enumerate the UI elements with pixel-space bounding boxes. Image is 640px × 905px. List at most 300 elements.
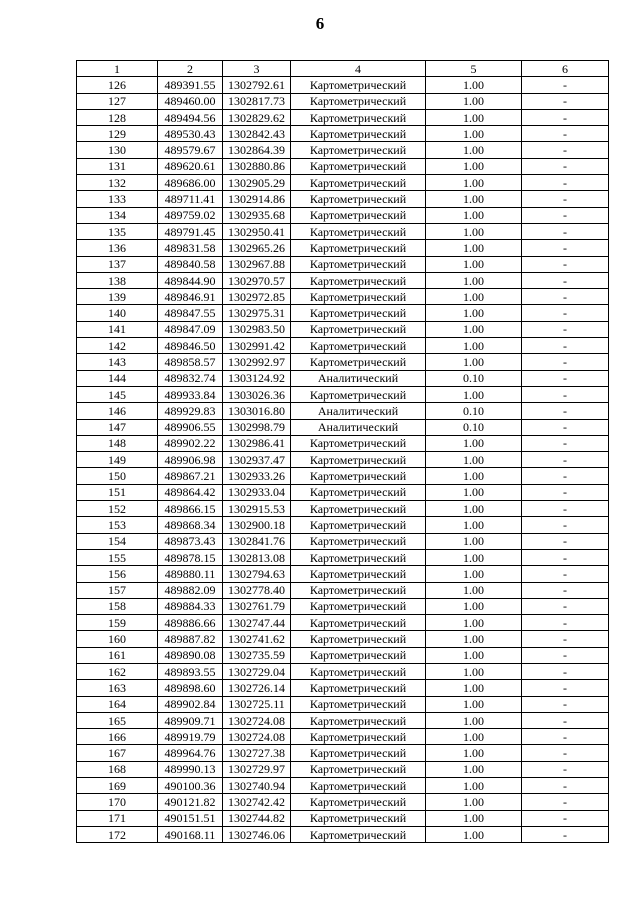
- x-coordinate-cell: 490151.51: [158, 810, 223, 826]
- y-coordinate-cell: 1302841.76: [223, 533, 291, 549]
- x-coordinate-cell: 489791.45: [158, 223, 223, 239]
- table-header-row: [77, 61, 609, 77]
- x-coordinate-cell: 489579.67: [158, 142, 223, 158]
- method-cell: Картометрический: [291, 647, 426, 663]
- point-number-cell: 160: [77, 631, 158, 647]
- accuracy-cell: 1.00: [426, 778, 522, 794]
- y-coordinate-cell: 1302998.79: [223, 419, 291, 435]
- method-cell: Картометрический: [291, 240, 426, 256]
- method-cell: Картометрический: [291, 549, 426, 565]
- accuracy-cell: 0.10: [426, 370, 522, 386]
- point-number-cell: 150: [77, 468, 158, 484]
- y-coordinate-cell: 1302965.26: [223, 240, 291, 256]
- point-number-cell: 142: [77, 338, 158, 354]
- accuracy-cell: 1.00: [426, 240, 522, 256]
- point-number-cell: 151: [77, 484, 158, 500]
- point-number-cell: 167: [77, 745, 158, 761]
- note-cell: -: [522, 729, 609, 745]
- y-coordinate-cell: 1302970.57: [223, 272, 291, 288]
- table-row: [77, 93, 609, 109]
- y-coordinate-cell: 1302991.42: [223, 338, 291, 354]
- method-cell: Картометрический: [291, 77, 426, 93]
- note-cell: -: [522, 435, 609, 451]
- y-coordinate-cell: 1302744.82: [223, 810, 291, 826]
- column-header: 1: [77, 61, 158, 77]
- accuracy-cell: 0.10: [426, 403, 522, 419]
- x-coordinate-cell: 489964.76: [158, 745, 223, 761]
- table-row: [77, 289, 609, 305]
- note-cell: -: [522, 77, 609, 93]
- note-cell: -: [522, 582, 609, 598]
- point-number-cell: 145: [77, 386, 158, 402]
- accuracy-cell: 1.00: [426, 468, 522, 484]
- table-row: [77, 598, 609, 614]
- table-row: [77, 745, 609, 761]
- accuracy-cell: 1.00: [426, 794, 522, 810]
- accuracy-cell: 1.00: [426, 289, 522, 305]
- accuracy-cell: 1.00: [426, 207, 522, 223]
- method-cell: Картометрический: [291, 712, 426, 728]
- note-cell: -: [522, 272, 609, 288]
- table-row: [77, 663, 609, 679]
- point-number-cell: 130: [77, 142, 158, 158]
- point-number-cell: 127: [77, 93, 158, 109]
- x-coordinate-cell: 489909.71: [158, 712, 223, 728]
- method-cell: Картометрический: [291, 468, 426, 484]
- column-header: 4: [291, 61, 426, 77]
- x-coordinate-cell: 490168.11: [158, 826, 223, 842]
- method-cell: Картометрический: [291, 631, 426, 647]
- accuracy-cell: 1.00: [426, 663, 522, 679]
- point-number-cell: 132: [77, 175, 158, 191]
- method-cell: Картометрический: [291, 109, 426, 125]
- table-row: [77, 452, 609, 468]
- x-coordinate-cell: 489886.66: [158, 615, 223, 631]
- y-coordinate-cell: 1302741.62: [223, 631, 291, 647]
- note-cell: -: [522, 93, 609, 109]
- method-cell: Аналитический: [291, 419, 426, 435]
- method-cell: Картометрический: [291, 338, 426, 354]
- y-coordinate-cell: 1302933.26: [223, 468, 291, 484]
- method-cell: Картометрический: [291, 761, 426, 777]
- note-cell: -: [522, 680, 609, 696]
- method-cell: Картометрический: [291, 321, 426, 337]
- point-number-cell: 136: [77, 240, 158, 256]
- x-coordinate-cell: 489878.15: [158, 549, 223, 565]
- column-header: 3: [223, 61, 291, 77]
- accuracy-cell: 1.00: [426, 712, 522, 728]
- point-number-cell: 147: [77, 419, 158, 435]
- accuracy-cell: 1.00: [426, 272, 522, 288]
- x-coordinate-cell: 489686.00: [158, 175, 223, 191]
- x-coordinate-cell: 489832.74: [158, 370, 223, 386]
- x-coordinate-cell: 490100.36: [158, 778, 223, 794]
- point-number-cell: 169: [77, 778, 158, 794]
- point-number-cell: 158: [77, 598, 158, 614]
- point-number-cell: 161: [77, 647, 158, 663]
- table-row: [77, 468, 609, 484]
- point-number-cell: 170: [77, 794, 158, 810]
- note-cell: -: [522, 663, 609, 679]
- x-coordinate-cell: 489844.90: [158, 272, 223, 288]
- point-number-cell: 171: [77, 810, 158, 826]
- table-row: [77, 631, 609, 647]
- y-coordinate-cell: 1302914.86: [223, 191, 291, 207]
- x-coordinate-cell: 489831.58: [158, 240, 223, 256]
- table-row: [77, 142, 609, 158]
- note-cell: -: [522, 403, 609, 419]
- point-number-cell: 152: [77, 501, 158, 517]
- x-coordinate-cell: 489620.61: [158, 158, 223, 174]
- method-cell: Картометрический: [291, 305, 426, 321]
- method-cell: Картометрический: [291, 794, 426, 810]
- point-number-cell: 135: [77, 223, 158, 239]
- accuracy-cell: 1.00: [426, 354, 522, 370]
- point-number-cell: 137: [77, 256, 158, 272]
- accuracy-cell: 1.00: [426, 696, 522, 712]
- method-cell: Картометрический: [291, 386, 426, 402]
- table-row: [77, 126, 609, 142]
- accuracy-cell: 1.00: [426, 126, 522, 142]
- point-number-cell: 143: [77, 354, 158, 370]
- accuracy-cell: 1.00: [426, 810, 522, 826]
- note-cell: -: [522, 566, 609, 582]
- point-number-cell: 148: [77, 435, 158, 451]
- point-number-cell: 162: [77, 663, 158, 679]
- y-coordinate-cell: 1302829.62: [223, 109, 291, 125]
- accuracy-cell: 1.00: [426, 142, 522, 158]
- method-cell: Картометрический: [291, 289, 426, 305]
- point-number-cell: 156: [77, 566, 158, 582]
- point-number-cell: 141: [77, 321, 158, 337]
- x-coordinate-cell: 489867.21: [158, 468, 223, 484]
- x-coordinate-cell: 489391.55: [158, 77, 223, 93]
- note-cell: -: [522, 126, 609, 142]
- table-row: [77, 207, 609, 223]
- note-cell: -: [522, 158, 609, 174]
- accuracy-cell: 1.00: [426, 761, 522, 777]
- accuracy-cell: 1.00: [426, 158, 522, 174]
- table-row: [77, 826, 609, 842]
- x-coordinate-cell: 489882.09: [158, 582, 223, 598]
- table-row: [77, 680, 609, 696]
- accuracy-cell: 1.00: [426, 533, 522, 549]
- accuracy-cell: 1.00: [426, 598, 522, 614]
- y-coordinate-cell: 1302727.38: [223, 745, 291, 761]
- accuracy-cell: 1.00: [426, 77, 522, 93]
- method-cell: Картометрический: [291, 126, 426, 142]
- method-cell: Картометрический: [291, 207, 426, 223]
- x-coordinate-cell: 489906.98: [158, 452, 223, 468]
- y-coordinate-cell: 1302842.43: [223, 126, 291, 142]
- accuracy-cell: 1.00: [426, 256, 522, 272]
- y-coordinate-cell: 1302778.40: [223, 582, 291, 598]
- method-cell: Картометрический: [291, 175, 426, 191]
- note-cell: -: [522, 142, 609, 158]
- x-coordinate-cell: 489919.79: [158, 729, 223, 745]
- note-cell: -: [522, 370, 609, 386]
- point-number-cell: 133: [77, 191, 158, 207]
- point-number-cell: 134: [77, 207, 158, 223]
- point-number-cell: 146: [77, 403, 158, 419]
- accuracy-cell: 1.00: [426, 435, 522, 451]
- note-cell: -: [522, 712, 609, 728]
- x-coordinate-cell: 489906.55: [158, 419, 223, 435]
- note-cell: -: [522, 501, 609, 517]
- table-row: [77, 810, 609, 826]
- x-coordinate-cell: 489933.84: [158, 386, 223, 402]
- table-row: [77, 175, 609, 191]
- table-row: [77, 370, 609, 386]
- x-coordinate-cell: 489840.58: [158, 256, 223, 272]
- y-coordinate-cell: 1302794.63: [223, 566, 291, 582]
- point-number-cell: 149: [77, 452, 158, 468]
- y-coordinate-cell: 1302724.08: [223, 712, 291, 728]
- x-coordinate-cell: 489868.34: [158, 517, 223, 533]
- note-cell: -: [522, 615, 609, 631]
- point-number-cell: 153: [77, 517, 158, 533]
- y-coordinate-cell: 1302992.97: [223, 354, 291, 370]
- y-coordinate-cell: 1302935.68: [223, 207, 291, 223]
- accuracy-cell: 1.00: [426, 452, 522, 468]
- y-coordinate-cell: 1302729.97: [223, 761, 291, 777]
- method-cell: Картометрический: [291, 272, 426, 288]
- table-row: [77, 729, 609, 745]
- note-cell: -: [522, 256, 609, 272]
- accuracy-cell: 1.00: [426, 223, 522, 239]
- note-cell: -: [522, 598, 609, 614]
- note-cell: -: [522, 696, 609, 712]
- point-number-cell: 164: [77, 696, 158, 712]
- method-cell: Картометрический: [291, 680, 426, 696]
- x-coordinate-cell: 489893.55: [158, 663, 223, 679]
- note-cell: -: [522, 321, 609, 337]
- method-cell: Картометрический: [291, 354, 426, 370]
- note-cell: -: [522, 207, 609, 223]
- table-row: [77, 191, 609, 207]
- y-coordinate-cell: 1302864.39: [223, 142, 291, 158]
- x-coordinate-cell: 489890.08: [158, 647, 223, 663]
- x-coordinate-cell: 489864.42: [158, 484, 223, 500]
- method-cell: Картометрический: [291, 566, 426, 582]
- table-row: [77, 223, 609, 239]
- table-row: [77, 305, 609, 321]
- table-row: [77, 77, 609, 93]
- x-coordinate-cell: 489873.43: [158, 533, 223, 549]
- note-cell: -: [522, 191, 609, 207]
- point-number-cell: 128: [77, 109, 158, 125]
- table-row: [77, 582, 609, 598]
- accuracy-cell: 1.00: [426, 501, 522, 517]
- table-row: [77, 566, 609, 582]
- method-cell: Картометрический: [291, 223, 426, 239]
- accuracy-cell: 0.10: [426, 419, 522, 435]
- accuracy-cell: 1.00: [426, 305, 522, 321]
- y-coordinate-cell: 1302726.14: [223, 680, 291, 696]
- note-cell: -: [522, 810, 609, 826]
- accuracy-cell: 1.00: [426, 517, 522, 533]
- coordinates-table: [76, 60, 609, 843]
- column-header: 2: [158, 61, 223, 77]
- y-coordinate-cell: 1302905.29: [223, 175, 291, 191]
- point-number-cell: 166: [77, 729, 158, 745]
- table-row: [77, 615, 609, 631]
- note-cell: -: [522, 533, 609, 549]
- column-header: 5: [426, 61, 522, 77]
- y-coordinate-cell: 1302735.59: [223, 647, 291, 663]
- y-coordinate-cell: 1302729.04: [223, 663, 291, 679]
- note-cell: -: [522, 338, 609, 354]
- x-coordinate-cell: 489902.22: [158, 435, 223, 451]
- table-row: [77, 794, 609, 810]
- point-number-cell: 131: [77, 158, 158, 174]
- accuracy-cell: 1.00: [426, 615, 522, 631]
- y-coordinate-cell: 1302740.94: [223, 778, 291, 794]
- note-cell: -: [522, 289, 609, 305]
- note-cell: -: [522, 452, 609, 468]
- y-coordinate-cell: 1302937.47: [223, 452, 291, 468]
- point-number-cell: 140: [77, 305, 158, 321]
- x-coordinate-cell: 489530.43: [158, 126, 223, 142]
- table-row: [77, 158, 609, 174]
- y-coordinate-cell: 1302747.44: [223, 615, 291, 631]
- y-coordinate-cell: 1302746.06: [223, 826, 291, 842]
- note-cell: -: [522, 419, 609, 435]
- table-row: [77, 517, 609, 533]
- point-number-cell: 159: [77, 615, 158, 631]
- note-cell: -: [522, 305, 609, 321]
- table-row: [77, 256, 609, 272]
- table-row: [77, 501, 609, 517]
- note-cell: -: [522, 240, 609, 256]
- note-cell: -: [522, 761, 609, 777]
- x-coordinate-cell: 489866.15: [158, 501, 223, 517]
- accuracy-cell: 1.00: [426, 566, 522, 582]
- method-cell: Картометрический: [291, 435, 426, 451]
- x-coordinate-cell: 489847.55: [158, 305, 223, 321]
- table-row: [77, 549, 609, 565]
- point-number-cell: 165: [77, 712, 158, 728]
- point-number-cell: 129: [77, 126, 158, 142]
- y-coordinate-cell: 1302724.08: [223, 729, 291, 745]
- note-cell: -: [522, 778, 609, 794]
- x-coordinate-cell: 489902.84: [158, 696, 223, 712]
- point-number-cell: 154: [77, 533, 158, 549]
- accuracy-cell: 1.00: [426, 582, 522, 598]
- accuracy-cell: 1.00: [426, 647, 522, 663]
- note-cell: -: [522, 549, 609, 565]
- method-cell: Картометрический: [291, 501, 426, 517]
- note-cell: -: [522, 175, 609, 191]
- accuracy-cell: 1.00: [426, 321, 522, 337]
- method-cell: Картометрический: [291, 484, 426, 500]
- x-coordinate-cell: 489460.00: [158, 93, 223, 109]
- y-coordinate-cell: 1302983.50: [223, 321, 291, 337]
- method-cell: Картометрический: [291, 810, 426, 826]
- method-cell: Картометрический: [291, 191, 426, 207]
- x-coordinate-cell: 489898.60: [158, 680, 223, 696]
- method-cell: Картометрический: [291, 745, 426, 761]
- method-cell: Картометрический: [291, 826, 426, 842]
- y-coordinate-cell: 1302972.85: [223, 289, 291, 305]
- y-coordinate-cell: 1303016.80: [223, 403, 291, 419]
- method-cell: Картометрический: [291, 696, 426, 712]
- table-row: [77, 321, 609, 337]
- x-coordinate-cell: 489759.02: [158, 207, 223, 223]
- accuracy-cell: 1.00: [426, 745, 522, 761]
- x-coordinate-cell: 489846.50: [158, 338, 223, 354]
- point-number-cell: 157: [77, 582, 158, 598]
- y-coordinate-cell: 1302813.08: [223, 549, 291, 565]
- x-coordinate-cell: 489711.41: [158, 191, 223, 207]
- note-cell: -: [522, 468, 609, 484]
- x-coordinate-cell: 489858.57: [158, 354, 223, 370]
- method-cell: Картометрический: [291, 663, 426, 679]
- y-coordinate-cell: 1302792.61: [223, 77, 291, 93]
- table-row: [77, 533, 609, 549]
- x-coordinate-cell: 489884.33: [158, 598, 223, 614]
- accuracy-cell: 1.00: [426, 549, 522, 565]
- point-number-cell: 144: [77, 370, 158, 386]
- table-row: [77, 778, 609, 794]
- note-cell: -: [522, 484, 609, 500]
- y-coordinate-cell: 1302725.11: [223, 696, 291, 712]
- accuracy-cell: 1.00: [426, 93, 522, 109]
- x-coordinate-cell: 489494.56: [158, 109, 223, 125]
- y-coordinate-cell: 1302986.41: [223, 435, 291, 451]
- note-cell: -: [522, 223, 609, 239]
- method-cell: Картометрический: [291, 452, 426, 468]
- method-cell: Картометрический: [291, 778, 426, 794]
- y-coordinate-cell: 1302915.53: [223, 501, 291, 517]
- note-cell: -: [522, 826, 609, 842]
- method-cell: Картометрический: [291, 142, 426, 158]
- method-cell: Картометрический: [291, 517, 426, 533]
- point-number-cell: 138: [77, 272, 158, 288]
- table-row: [77, 354, 609, 370]
- accuracy-cell: 1.00: [426, 338, 522, 354]
- page-number: 6: [315, 14, 325, 33]
- accuracy-cell: 1.00: [426, 680, 522, 696]
- table-row: [77, 712, 609, 728]
- note-cell: -: [522, 517, 609, 533]
- y-coordinate-cell: 1302742.42: [223, 794, 291, 810]
- method-cell: Картометрический: [291, 256, 426, 272]
- accuracy-cell: 1.00: [426, 386, 522, 402]
- accuracy-cell: 1.00: [426, 729, 522, 745]
- table-row: [77, 338, 609, 354]
- table-body: [77, 77, 609, 843]
- method-cell: Картометрический: [291, 93, 426, 109]
- y-coordinate-cell: 1303026.36: [223, 386, 291, 402]
- table-row: [77, 272, 609, 288]
- x-coordinate-cell: 489846.91: [158, 289, 223, 305]
- y-coordinate-cell: 1302900.18: [223, 517, 291, 533]
- y-coordinate-cell: 1303124.92: [223, 370, 291, 386]
- y-coordinate-cell: 1302950.41: [223, 223, 291, 239]
- table-row: [77, 435, 609, 451]
- point-number-cell: 139: [77, 289, 158, 305]
- accuracy-cell: 1.00: [426, 826, 522, 842]
- table-row: [77, 109, 609, 125]
- note-cell: -: [522, 647, 609, 663]
- y-coordinate-cell: 1302817.73: [223, 93, 291, 109]
- table-row: [77, 403, 609, 419]
- accuracy-cell: 1.00: [426, 175, 522, 191]
- method-cell: Аналитический: [291, 403, 426, 419]
- accuracy-cell: 1.00: [426, 109, 522, 125]
- note-cell: -: [522, 109, 609, 125]
